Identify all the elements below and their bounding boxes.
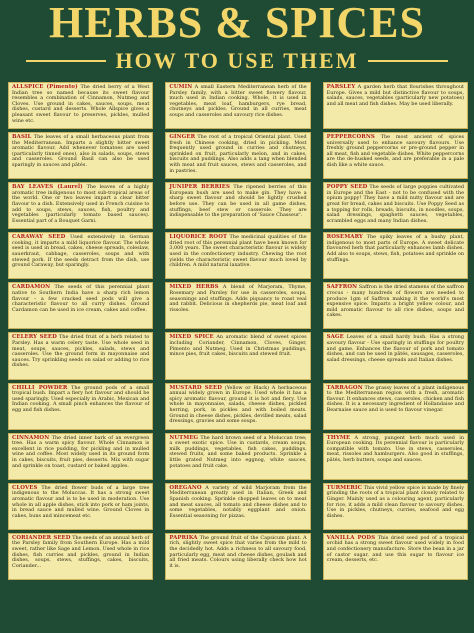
spice-card — [8, 282, 153, 329]
spice-description: The ground fruit of the Capsicum plant. A rich, slightly sweet spice that varies from the mild to the decidedly hot. Adds a richness to all savoury food, particularly egg, meat and cheese dishes, goulash and all fried meats. Colours using liberally check how hot it is. — [169, 534, 307, 569]
spice-card — [323, 533, 468, 580]
spice-card — [8, 132, 153, 179]
spice-description: The spiky leaves of a bushy plant, indigenous to most parts of Europe. A sweet delicate flavoured herb that particularly enhances lamb dishes. Add also to soups, stews, fish, potatoes and sprinkle on stuffings. — [326, 234, 464, 263]
spice-name: CHILLI POWDER — [12, 384, 68, 391]
spice-description: The root of a tropical Oriental plant. Used fresh in Chinese cooking, dried in pickling. Most frequently used ground in curries and chutneys, sprinkled on fruit, particularly melon, and in cakes, biscuits and puddings. Also adds a tang when blended with meat and fruit sauces, stews and casseroles, and in pastries. — [169, 134, 307, 174]
spice-name: GINGER — [169, 134, 196, 141]
spice-name: TARRAGON — [326, 384, 363, 391]
spice-name: CARDAMON — [12, 284, 51, 291]
spice-card — [165, 433, 310, 480]
spice-name: BASIL — [12, 134, 32, 141]
spice-name: ROSEMARY — [326, 234, 363, 241]
spice-name: TURMERIC — [326, 484, 363, 491]
spice-description: The dried berry of a West Indian tree so named because its sweet flavour resembles a combination of Cinnamon, Nutmeg and Cloves. Use ground in cakes, sauces, soups, meat dishes, custard and desserts. Whole Allspice gives a pleasant sweet flavour to preserves, pickles, mulled wine etc. — [12, 84, 150, 124]
right-rule — [368, 60, 448, 62]
spice-description: A small Eastern Mediterranean herb of the Parsley family, with a bitter sweet flowery flavour, much used in Indian cooking. Whole, it is used in vegetables, meat loaf, hamburgers, rye bread, chutneys and pickles. Ground in all curries, meat soups and casseroles and savoury rice dishes. — [169, 84, 307, 118]
spice-description: This vivid yellow spice is made by finely grinding the roots of a tropical plant closely related to Ginger. Mainly used as a colouring agent, particularly for rice, it adds a mild clean flavour to savoury dishes. Use in pickles, chutneys, curries, seafood and egg dishes. — [326, 484, 464, 519]
spice-description: This dried seed pod of a tropical orchid has a strong sweet flavour used widely in food and confectionery manufacture. Store the bean in a jar of castor sugar, and use this sugar to flavour ice cream, desserts, etc. — [326, 534, 464, 564]
spice-description: An aromatic blend of sweet spices including Coriander, Cinnamon, Cloves, Ginger, Pimento and Nutmeg. Used in Christmas puddings, mince pies, fruit cakes, biscuits and stewed fruit. — [169, 334, 307, 358]
spice-description: The seeds of large poppies cultivated in Europe and the East - not to be confused with the opium poppy! They have a mild nutty flavour and are great for bread, cakes and biscuits. Use Poppy Seed as a topping for rolls, breads, biscuits, in noodles, soups, salad dressings, spaghetti sauces, vegetables, scrambled eggs and many Indian dishes. — [326, 184, 464, 224]
spice-card — [323, 232, 468, 279]
spice-name: CINNAMON — [12, 434, 50, 441]
spice-description: The dried flower buds of a large tree indigenous to the Moluccas. It has a strong sweet aromatic flavour and is to be used in moderation. Use whole in all apple dishes, stick into pork or ham joints, in bread sauce and mulled wine. Ground Cloves in cakes, buns and mincemeat etc. — [12, 484, 150, 519]
spice-description: The hard brown seed of a Moluccan tree; a sweet exotic spice. Use in custards, cream soups, milk puddings, vegetables, fish cakes, puddings, stewed fruits, and some baked products. Sprinkle a little grated Nutmeg into eggnog, white sauces, potatoes and fruit cake. — [169, 434, 307, 469]
spice-description: The ground pods of a small tropical bush. Impart a fiery hot flavour and should be used sparingly. Used especially in Arabic, Mexican and Indian cooking. A small pinch enhances the flavour of egg and fish dishes. — [12, 384, 150, 413]
spice-name: THYME — [326, 434, 351, 441]
spice-card — [165, 282, 310, 329]
spice-card — [165, 132, 310, 179]
spice-name: PEPPERCORNS — [326, 134, 375, 141]
spice-name: VANILLA PODS — [326, 534, 376, 541]
spice-name: ALLSPICE (Pimento) — [12, 84, 78, 90]
spice-description: The grassy leaves of a plant indigenous to the Mediterranean region with a fresh, aromatic flavour. It enhances stews, casseroles, chicken and fish dishes. It is a necessary ingredient of Hollandaise and Bearnaise sauce and is used to flavour vinegar. — [326, 384, 464, 413]
spice-card-grid — [8, 82, 468, 630]
spice-name: CORIANDER SEED — [12, 534, 71, 541]
spice-name: PAPRIKA — [169, 534, 198, 541]
spice-card — [165, 232, 310, 279]
spice-card — [165, 533, 310, 580]
spice-name: NUTMEG — [169, 434, 199, 441]
poster-title: HERBS & SPICES — [49, 0, 425, 47]
spice-card — [323, 332, 468, 379]
spice-description: The dried inner bark of an evergreen tree. Has a warm spicy flavour. Whole Cinnamon is excellent in rice pudding, for pickling and in mulled wine and coffee. Most widely used in its ground form in cakes, biscuits, fruit pies, desserts. Mix with sugar and sprinkle on toast, custard or baked apples. — [12, 434, 150, 469]
left-rule — [26, 60, 106, 62]
spice-name: CLOVES — [12, 484, 38, 491]
spice-card — [165, 82, 310, 129]
spice-description: The seeds of an annual herb of the Parsley family from Southern Europe. Has a mild sweet, rather like Sage and Lemon. Used whole in rice dishes, fish curries and pickles, ground in Indian dishes, soups, stews, stuffings, cakes, biscuits, Coriander... — [12, 534, 150, 569]
spice-name: MIXED HERBS — [169, 284, 219, 291]
spice-description: Used extensively in German cooking, it imparts a mild liquorice flavour. The whole seed is used in bread, cakes, cheese spreads, coleslaw, sauerkraut, cabbage, casseroles, soups and with stewed pork. If the seeds detract from the dish, use ground Caraway, but sparingly. — [12, 234, 150, 269]
spice-card — [165, 483, 310, 530]
spice-name: CELERY SEED — [12, 334, 57, 341]
spice-card — [165, 182, 310, 229]
spice-card — [323, 182, 468, 229]
spice-card — [323, 132, 468, 179]
spice-card — [8, 533, 153, 580]
spice-card — [323, 82, 468, 129]
spice-description: The leaves of a highly aromatic tree indigenous to most sub-tropical areas of the world. One or two leaves impart a clear bitter flavour to a dish. Extensively used in French cuisine to add to soups, stews, sauces, fish, poultry and vegetables (particularly tomato based sauces). Essential part of a Bouquet Garni. — [12, 184, 150, 224]
spice-card — [8, 182, 153, 229]
spice-description: A strong, pungent herb much used in European cooking. Its perennial flavour is particularly compatible with tomato. Use in stews, casseroles, meat, rissoles and hamburgers. Also good in stuffings, pâtés, herb butters, soups and sauces. — [326, 434, 464, 463]
spice-card — [323, 383, 468, 430]
spice-name: PARSLEY — [326, 84, 356, 90]
subtitle-bar — [0, 48, 474, 74]
spice-card — [8, 332, 153, 379]
spice-name: SAFFRON — [326, 284, 358, 291]
spice-description: The ripened berries of this European bush are used to make gin. They have a sharp sweet flavour and should be lightly crushed before use. They can be used in all game dishes, stuffings, beef stew or casserole. They are indispensable to the preparation of 'Sauce Chasseur'. — [169, 184, 307, 219]
spice-card — [165, 332, 310, 379]
spice-name: CARAWAY SEED — [12, 234, 66, 241]
spice-name: MIXED SPICE — [169, 334, 214, 341]
spice-description: Saffron is the dried stamens of the saffron crocus - many hundreds of flowers are needed to produce 1gm of Saffron making it the world's most expensive spice. Imparts a bright yellow colour, and mild aromatic flavour to all rice dishes, soups and cakes. — [326, 284, 464, 319]
spice-card — [8, 383, 153, 430]
spice-card — [8, 82, 153, 129]
spice-description: A blend of Marjoram, Thyme, Rosemary and Parsley for use in casseroles, soups, seasonings and stuffings. Adds piquancy to roast veal and rabbit. Delicious in shepherds pie, meat loaf and rissoles. — [169, 284, 307, 313]
spice-card — [8, 483, 153, 530]
spice-description: The medicinal qualities of the dried root of this perennial plant have been known for 3,000 years. The sweet characteristic flavour is widely used in the confectionery industry. Chewing the root yields the characteristic sweet flavour much loved by children. A mild natural laxative. — [169, 234, 307, 269]
spice-card — [165, 383, 310, 430]
spice-name: POPPY SEED — [326, 184, 368, 191]
spice-name: BAY LEAVES (Laurel) — [12, 184, 83, 191]
spice-description: Leaves of a small hardy bush. Has a strong savoury flavour - Use sparingly in stuffings for poultry and game. Enhances the flavour of pork and tomato dishes, and can be used in pâtés, sausages, casseroles, salad dressings, cheese spreads and Italian dishes. — [326, 334, 464, 363]
spice-description: A variety of wild Marjoram from the Mediterranean greatly used in Italian, Greek and Spanish cooking. Sprinkle chopped leaves on to meat and meat sauces, all tomato and cheese dishes and to some vegetables, notably eggplant and onion. Essential seasoning for pizzas. — [169, 484, 307, 519]
spice-description: The most ancient of spices universally used to enhance savoury flavours. Use freshly ground peppercorns or pre-ground pepper in all meat, fish and vegetable dishes. White peppercorns are the de-husked seeds, and are preferable in a pale dish like a white sauce. — [326, 134, 464, 169]
spice-card — [323, 433, 468, 480]
spice-description: A garden herb that flourishes throughout Europe. Gives a mild but distinctive flavour to soups, salads, sauces, vegetables (particularly new potatoes) and all meat and fish dishes. May be used liberally. — [326, 84, 464, 107]
spice-card — [323, 282, 468, 329]
spice-card — [8, 433, 153, 480]
spice-name: MUSTARD SEED — [169, 384, 222, 391]
spice-name: LIQUORICE ROOT — [169, 234, 228, 241]
spice-name: SAGE — [326, 334, 344, 341]
spice-description: The dried fruit of a herb related to Parsley. Has a warm celery taste. Use whole seed in meat, soups, sauces, pickles, salads, stews and casseroles. Use the ground form in mayonnaise and sauces. Try sprinkling seeds on salad or adding to rice dishes. — [12, 334, 150, 369]
spice-description: The leaves of a small herbaceous plant from the Mediterranean. Imparts a slightly bitter sweet aromatic flavour. Add whenever tomatoes are used (particularly tinned ones), also in salads, soups, stews and casseroles. Ground Basil can also be used sparingly in sauces and pâtés. — [12, 134, 150, 169]
spice-description: (Yellow or Black) A herbaceous annual widely grown in Europe. Used whole it has a spicy aromatic flavour, ground it is hot and fiery. Use whole in mayonnaise, salads, cheese dishes, pickled herring, pork, in pickles and with boiled meats. Ground in cheese dishes, pickles, devilled meats, salad dressings, gravies and some soups. — [169, 384, 307, 425]
spice-card — [323, 483, 468, 530]
spice-description: The seeds of this perennial plant native to Southern India have a sharp rich lemon flavour – a few cracked seed pods will give a characteristic flavour to all curry dishes. Ground Cardamon can be used in ice cream, cakes and coffee. — [12, 284, 150, 313]
poster-subtitle: HOW TO USE THEM — [115, 48, 359, 73]
spice-name: CUMIN — [169, 84, 193, 90]
spice-name: JUNIPER BERRIES — [169, 184, 230, 191]
spice-card — [8, 232, 153, 279]
spice-name: OREGANO — [169, 484, 202, 491]
